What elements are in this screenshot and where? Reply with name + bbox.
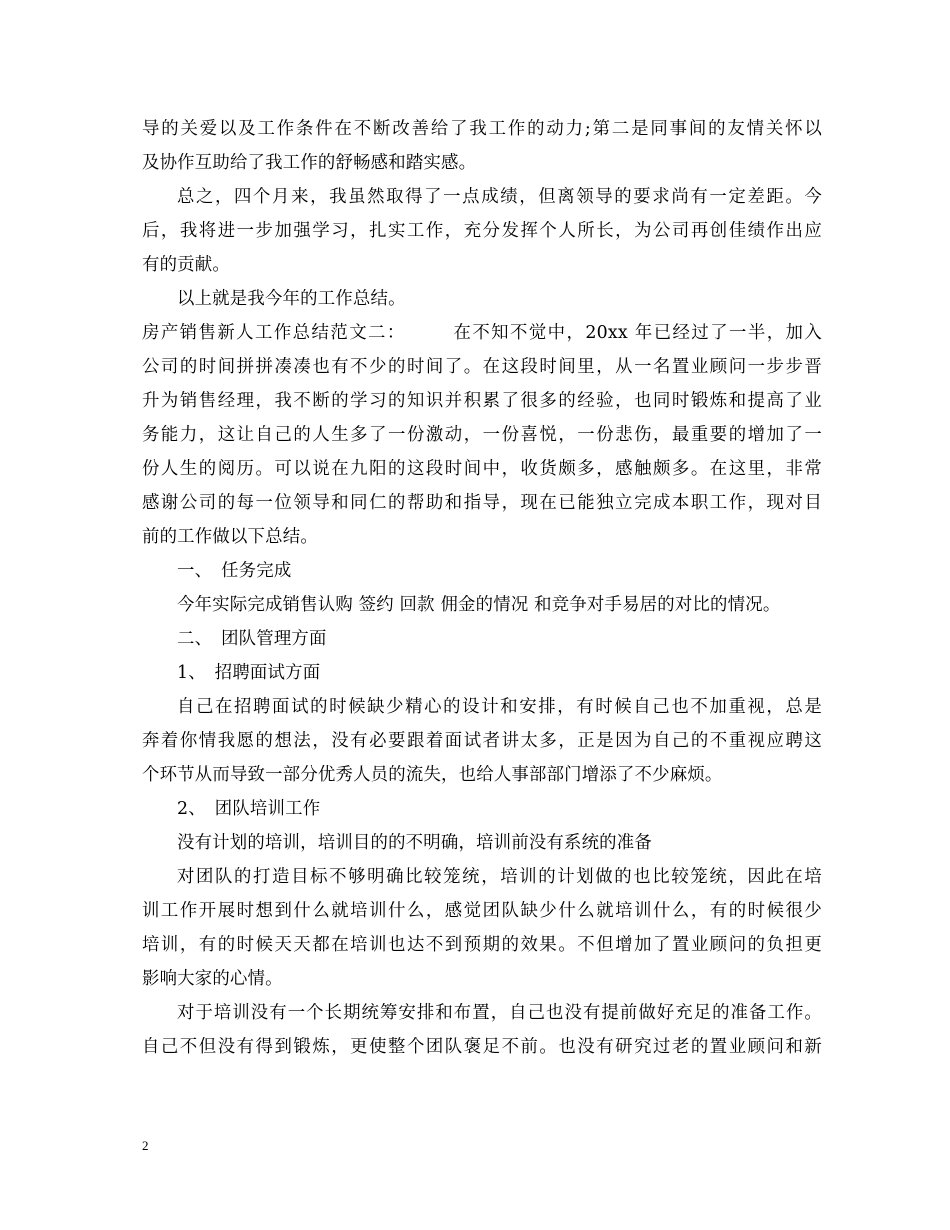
text-line: 培训，有的时候天天都在培训也达不到预期的效果。不但增加了置业顾问的负担更 — [142, 935, 822, 955]
text-line: 对于培训没有一个长期统筹安排和布置，自己也没有提前做好充足的准备工作。 — [177, 1003, 822, 1023]
text-line: 训工作开展时想到什么就培训什么，感觉团队缺少什么就培训什么，有的时候很少 — [142, 901, 822, 921]
text-line: 自己在招聘面试的时候缺少精心的设计和安排，有时候自己也不加重视，总是 — [177, 697, 822, 717]
text-line: 及协作互助给了我工作的舒畅感和踏实感。 — [142, 153, 477, 173]
text-line: 2、 团队培训工作 — [177, 799, 321, 819]
text-line: 后，我将进一步加强学习，扎实工作，充分发挥个人所长，为公司再创佳绩作出应 — [142, 221, 822, 241]
text-line: 一、 任务完成 — [177, 561, 292, 581]
text-line: 以上就是我今年的工作总结。 — [177, 289, 406, 309]
page-number: 2 — [142, 1138, 149, 1153]
text-line: 1、 招聘面试方面 — [177, 663, 321, 683]
text-line: 导的关爱以及工作条件在不断改善给了我工作的动力;第二是同事间的友情关怀以 — [142, 119, 822, 139]
text-line: 升为销售经理，我不断的学习的知识并积累了很多的经验，也同时锻炼和提高了业 — [142, 391, 822, 411]
text-line: 务能力，这让自己的人生多了一份激动，一份喜悦，一份悲伤，最重要的增加了一 — [142, 425, 822, 445]
text-line: 今年实际完成销售认购 签约 回款 佣金的情况 和竞争对手易居的对比的情况。 — [177, 595, 781, 615]
text-line: 总之，四个月来，我虽然取得了一点成绩，但离领导的要求尚有一定差距。今 — [177, 187, 822, 207]
text-line: 房产销售新人工作总结范文二： 在不知不觉中，20xx 年已经过了一半，加入 — [142, 323, 822, 343]
text-line: 公司的时间拼拼凑凑也有不少的时间了。在这段时间里，从一名置业顾问一步步晋 — [142, 357, 822, 377]
text-line: 自己不但没有得到锻炼，更使整个团队褒足不前。也没有研究过老的置业顾问和新 — [142, 1037, 822, 1057]
text-line: 份人生的阅历。可以说在九阳的这段时间中，收货颇多，感触颇多。在这里，非常 — [142, 459, 822, 479]
text-line: 影响大家的心情。 — [142, 969, 283, 989]
text-line: 有的贡献。 — [142, 255, 230, 275]
text-line: 对团队的打造目标不够明确比较笼统，培训的计划做的也比较笼统，因此在培 — [177, 867, 822, 887]
text-line: 奔着你情我愿的想法，没有必要跟着面试者讲太多，正是因为自己的不重视应聘这 — [142, 731, 822, 751]
text-line: 个环节从而导致一部分优秀人员的流失，也给人事部部门增添了不少麻烦。 — [142, 765, 723, 785]
text-line: 感谢公司的每一位领导和同仁的帮助和指导，现在已能独立完成本职工作，现对目 — [142, 493, 822, 513]
text-line: 没有计划的培训，培训目的的不明确，培训前没有系统的准备 — [177, 833, 652, 853]
text-line: 前的工作做以下总结。 — [142, 527, 318, 547]
document-body — [142, 112, 822, 1064]
text-line: 二、 团队管理方面 — [177, 629, 327, 649]
